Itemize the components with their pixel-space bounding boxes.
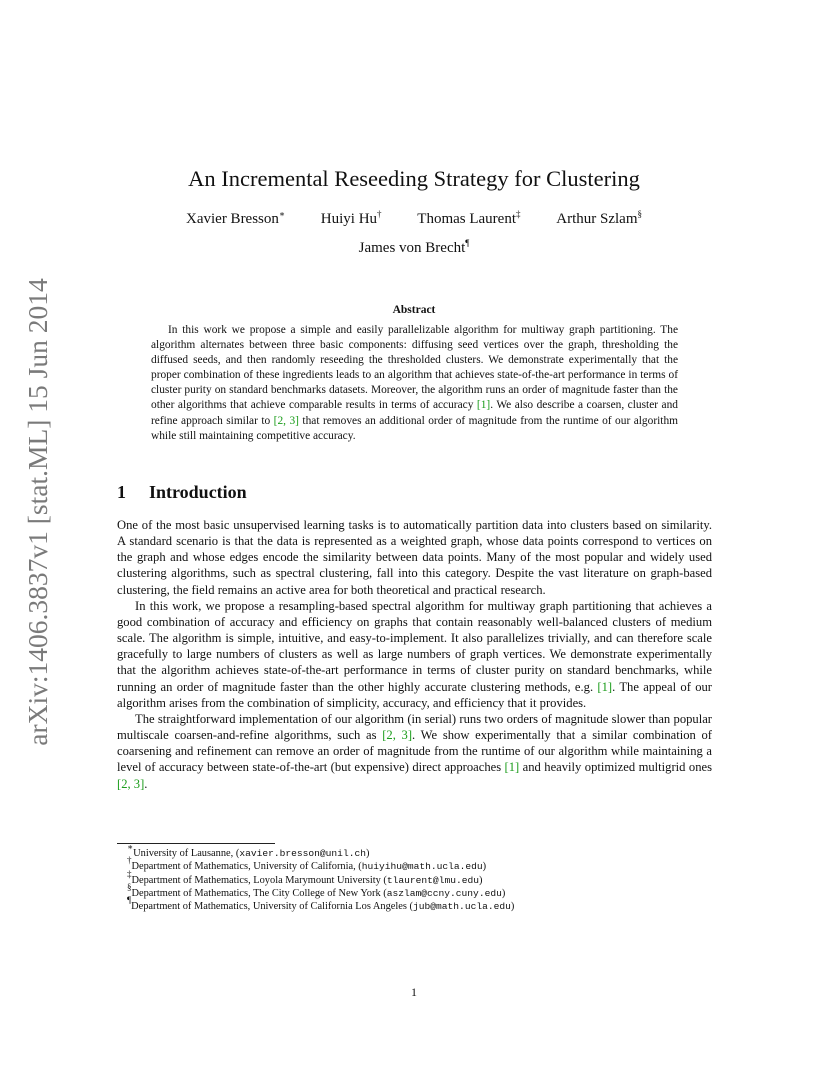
footnote-text: University of Lausanne, ( — [133, 848, 240, 859]
footnote-text: Department of Mathematics, The City College of New York ( — [131, 887, 387, 899]
footnote-text: ) — [479, 874, 483, 886]
footnote-text: Department of Mathematics, Loyola Marymount University ( — [131, 874, 387, 886]
footnote-mark[interactable]: † — [377, 209, 382, 219]
footnote — [127, 842, 514, 860]
footnote-mark[interactable]: § — [637, 209, 642, 219]
footnote-text: Department of Mathematics, University of California, ( — [131, 861, 362, 873]
abstract-segment: that removes an additional order of magnitude from the runtime of our algorithm while still maintaining competitive accuracy. — [151, 414, 678, 442]
abstract-heading: Abstract — [392, 304, 436, 316]
paragraph-segment: . The appeal of our algorithm arises from the combination of simplicity, accuracy, and efficiency that it provides. — [117, 679, 712, 710]
citation-link[interactable]: [2, 3] — [382, 728, 413, 743]
footnote-mark: ‡ — [127, 868, 132, 879]
email-address[interactable]: jub@math.ucla.edu — [413, 901, 511, 913]
author — [417, 211, 520, 228]
section-title: Introduction — [149, 482, 247, 502]
paragraph: One of the most basic unsupervised learning tasks is to automatically partition data into clusters based on similarity. A standard scenario is that the data is represented as a weighted graph, whose data points correspond to vertices on the graph and whose edges encode the similarity between data points. Many of the most popular and widely used clustering algorithms, such as spectral clustering, fall into this category. Despite the vast literature on graph-based clustering, the field remains an active area for both theoretical and practical research. — [117, 518, 712, 597]
email-address[interactable]: xavier.bresson@unil.ch — [239, 848, 366, 859]
citation-link[interactable]: [1] — [504, 760, 520, 775]
author-list-second-line — [0, 240, 828, 257]
citation-link[interactable]: [2, 3] — [117, 776, 145, 791]
author — [321, 211, 382, 228]
footnote-mark: ∗ — [127, 842, 134, 852]
arxiv-identifier: arXiv:1406.3837v1 [stat.ML] 15 Jun 2014 — [22, 278, 53, 746]
paragraph — [117, 711, 712, 792]
abstract-text — [151, 323, 678, 444]
abstract-segment: . We also describe a coarsen, cluster and refine approach similar to — [151, 399, 678, 427]
citation-link[interactable]: [1] — [597, 679, 613, 694]
footnote-mark: § — [127, 881, 132, 892]
footnote — [127, 881, 514, 900]
footnote-mark[interactable]: ∗ — [278, 209, 286, 219]
footnote-mark[interactable]: ‡ — [516, 209, 521, 219]
paragraph-segment: The straightforward implementation of our algorithm (in serial) runs two orders of magnitude slower than popular multiscale coarsen-and-refine algorithms, such as — [117, 711, 712, 743]
paragraph-segment: In this work, we propose a resampling-based spectral algorithm for multiway graph partitioning that achieves a good combination of accuracy and efficiency on graphs that contain reasonably well-balanced clusters of medium scale. The algorithm is simple, intuitive, and easy-to-implement. It also parallelizes trivially, and can therefore scale gracefully to large numbers of clusters as well as large numbers of graph vertices. We demonstrate experimentally that the algorithm achieves state-of-the-art performance in terms of cluster purity on standard benchmarks, while running an order of magnitude faster than the other highly accurate clustering methods, e.g. — [117, 598, 712, 694]
author — [556, 211, 642, 228]
footnote-text: ) — [482, 861, 487, 873]
author-name: James von Brecht — [358, 240, 466, 256]
email-address[interactable]: tlaurent@lmu.edu — [386, 874, 479, 886]
footnote-text: Department of Mathematics, University of California Los Angeles ( — [131, 901, 413, 913]
section-number: 1 — [117, 482, 126, 502]
author-name: Arthur Szlam — [556, 211, 638, 227]
footnote-divider — [117, 843, 275, 844]
footnote-mark[interactable]: ¶ — [465, 238, 470, 248]
author-name: Xavier Bresson — [186, 211, 279, 227]
email-address[interactable]: huiyihu@math.ucla.edu — [361, 861, 483, 873]
footnote-text: ) — [365, 848, 370, 859]
footnote — [127, 895, 515, 913]
paragraph — [117, 598, 712, 711]
author-name: Thomas Laurent — [417, 211, 516, 227]
page-number: 1 — [411, 985, 417, 999]
footnotes — [127, 842, 515, 913]
footnote-mark: † — [127, 855, 132, 866]
section-body — [117, 517, 712, 792]
footnote — [127, 855, 514, 873]
footnote-mark: ¶ — [127, 895, 132, 906]
email-address[interactable]: aszlam@ccny.cuny.edu — [386, 887, 502, 899]
citation-link[interactable]: [2, 3] — [273, 414, 299, 427]
footnote — [127, 868, 514, 887]
abstract-segment: In this work we propose a simple and easily parallelizable algorithm for multiway graph partitioning. The algorithm alternates between three basic components: diffusing seed vertices over the graph, thresholding the diffused seeds, and then randomly reseeding the thresholded clusters. We demonstrate experimentally that the proper combination of these ingredients leads to an algorithm that achieves state-of-the-art performance in terms of cluster purity on standard benchmarks datasets. Moreover, the algorithm runs an order of magnitude faster than the other algorithms that achieve comparable results in terms of accuracy — [151, 324, 678, 412]
author — [359, 240, 470, 256]
paper-title: An Incremental Reseeding Strategy for Clustering — [188, 166, 640, 191]
author-list — [0, 211, 828, 228]
citation-link[interactable]: [1] — [476, 399, 491, 412]
paragraph-segment: . — [144, 776, 148, 791]
footnote-text: ) — [510, 901, 515, 913]
footnote-text: ) — [501, 887, 506, 899]
author-name: Huiyi Hu — [320, 211, 378, 227]
section-heading — [117, 482, 247, 503]
author — [186, 211, 285, 228]
paragraph-segment: and heavily optimized multigrid ones — [519, 760, 712, 775]
paragraph-segment: . We show experimentally that a similar combination of coarsening and refinement can remove an order of magnitude from the runtime of our algorithm while maintaining a level of accuracy between state-of-the-art (but expensive) direct approaches — [117, 728, 712, 775]
